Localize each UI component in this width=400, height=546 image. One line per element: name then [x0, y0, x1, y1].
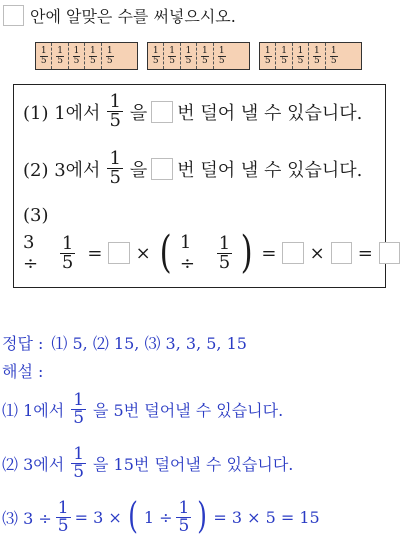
right-paren-icon: ) [240, 227, 253, 279]
q1-prefix: (1) 1에서 [23, 102, 101, 124]
fraction-strip-2 [147, 42, 250, 70]
question-3 [23, 227, 400, 279]
e3-right-paren-icon: ) [197, 496, 208, 538]
q3-label: (3) [23, 205, 49, 226]
e2-fraction: $\frac{1}{5}$ [73, 444, 85, 482]
answer-values: ⑴ 5, ⑵ 15, ⑶ 3, 3, 5, 15 [51, 334, 247, 353]
e3-inner-lead: 1 ÷ [143, 508, 173, 527]
q1-suffix: 번 덜어 낼 수 있습니다. [177, 102, 363, 124]
q3-answer-input-3[interactable] [331, 242, 352, 264]
answer-label: 정답 : [2, 334, 44, 353]
q1-mid: 을 [129, 102, 148, 124]
instruction-row [3, 4, 236, 27]
q2-fraction: $\frac{1}{5}$ [109, 148, 121, 188]
e3-prefix: ⑶ 3 ÷ [2, 509, 52, 528]
strip-piece: 1 5 [330, 45, 337, 66]
strip-piece: 1 5 [293, 43, 309, 69]
strip-piece: 1 5 [197, 43, 213, 69]
strip-piece: 1 5 [85, 43, 101, 69]
strip-piece: 1 5 [106, 45, 113, 66]
strip-piece: 1 5 [52, 43, 68, 69]
strip-piece: 1 5 [164, 43, 180, 69]
q2-prefix: (2) 3에서 [23, 159, 101, 181]
q3-answer-input-2[interactable] [282, 242, 303, 264]
q3-equals-3: = [357, 242, 373, 264]
strip-piece: 1 5 [36, 43, 52, 69]
q3-answer-input-1[interactable] [108, 242, 129, 264]
strip-piece: 1 5 [276, 43, 292, 69]
e1-fraction: $\frac{1}{5}$ [73, 390, 85, 428]
q2-suffix: 번 덜어 낼 수 있습니다. [177, 159, 363, 181]
e3-left-paren-icon: ( [127, 496, 138, 538]
q3-times: × [135, 242, 151, 264]
strip-piece: 1 5 [260, 43, 276, 69]
e1-suffix: 을 5번 덜어낼 수 있습니다. [93, 401, 284, 420]
q2-answer-input[interactable] [151, 158, 173, 180]
left-paren-icon: ( [159, 227, 172, 279]
question-1 [23, 93, 362, 130]
q3-answer-input-4[interactable] [379, 242, 400, 264]
explanation-1 [2, 392, 283, 427]
explanation-label-row [2, 359, 43, 382]
e2-prefix: ⑵ 3에서 [2, 455, 65, 474]
strip-piece: 1 5 [69, 43, 85, 69]
e3-inner-fraction: $\frac{1}{5}$ [178, 498, 190, 536]
explanation-label: 해설 : [2, 362, 44, 381]
e2-suffix: 을 15번 덜어낼 수 있습니다. [93, 455, 294, 474]
strip-piece: 1 5 [218, 45, 225, 66]
q3-inner-lead: 1 ÷ [179, 232, 195, 274]
strip-piece: 1 5 [148, 43, 164, 69]
q1-fraction: $\frac{1}{5}$ [109, 91, 121, 131]
question-2 [23, 150, 362, 187]
q3-times-2: × [309, 242, 325, 264]
e1-prefix: ⑴ 1에서 [2, 401, 65, 420]
q3-inner-fraction: $\frac{1}{5}$ [218, 232, 231, 273]
strip-piece: 1 5 [181, 43, 197, 69]
q2-mid: 을 [129, 159, 148, 181]
q1-answer-input[interactable] [151, 101, 173, 123]
explanation-3 [2, 496, 320, 538]
blank-box-icon [3, 5, 24, 26]
fraction-strip-3 [259, 42, 362, 70]
e3-tail: = 3 × 5 = 15 [213, 508, 320, 527]
q3-fraction: $\frac{1}{5}$ [61, 232, 74, 273]
explanation-2 [2, 446, 293, 481]
q3-lead: 3 ÷ [23, 232, 39, 274]
question-3-label-row [23, 205, 49, 226]
e3-fraction: $\frac{1}{5}$ [57, 498, 69, 536]
strip-piece: 1 5 [309, 43, 325, 69]
q3-equals-2: = [261, 242, 277, 264]
instruction-text: 안에 알맞은 수를 써넣으시오. [30, 7, 236, 26]
q3-equals: = [87, 242, 103, 264]
fraction-strip-1 [35, 42, 138, 70]
e3-mid: = 3 × [74, 508, 122, 527]
answer-row [2, 331, 247, 354]
